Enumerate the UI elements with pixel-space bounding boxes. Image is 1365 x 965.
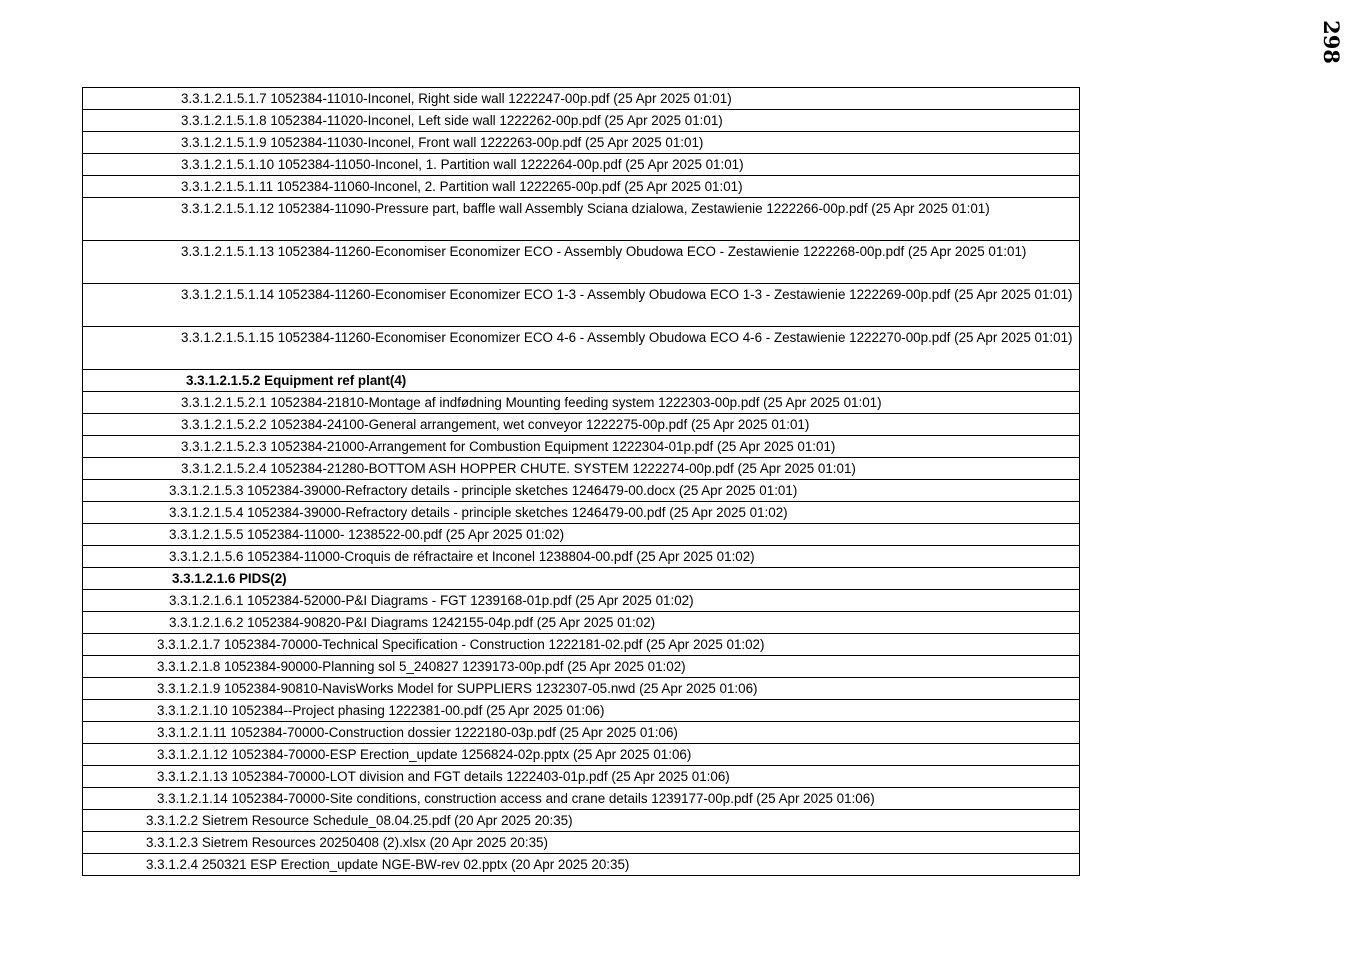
file-entry: 3.3.1.2.1.14 1052384-70000-Site conditions, construction access and crane details 1239177-00p.pdf (25 Apr 2025 01:06): [157, 791, 875, 806]
file-entry: 3.3.1.2.1.5.1.9 1052384-11030-Inconel, Front wall 1222263-00p.pdf (25 Apr 2025 01:01): [181, 135, 704, 150]
table-cell: [83, 132, 1080, 154]
table-cell: [83, 436, 1080, 458]
table-row: [83, 766, 1080, 788]
file-entry: 3.3.1.2.1.5.1.11 1052384-11060-Inconel, 2. Partition wall 1222265-00p.pdf (25 Apr 2025 01:01): [181, 179, 743, 194]
table-cell: [83, 176, 1080, 198]
file-entry: 3.3.1.2.1.5.1.8 1052384-11020-Inconel, Left side wall 1222262-00p.pdf (25 Apr 2025 01:01): [181, 113, 723, 128]
file-entry: 3.3.1.2.3 Sietrem Resources 20250408 (2).xlsx (20 Apr 2025 20:35): [146, 835, 548, 850]
table-cell: [83, 327, 1080, 370]
table-cell: [83, 110, 1080, 132]
table-row: [83, 198, 1080, 241]
table-row: [83, 568, 1080, 590]
table-cell: [83, 458, 1080, 480]
file-entry: 3.3.1.2.1.7 1052384-70000-Technical Specification - Construction 1222181-02.pdf (25 Apr 2025 01:02): [157, 637, 765, 652]
file-entry: 3.3.1.2.1.9 1052384-90810-NavisWorks Model for SUPPLIERS 1232307-05.nwd (25 Apr 2025 01:06): [157, 681, 758, 696]
table-row: [83, 502, 1080, 524]
section-heading: 3.3.1.2.1.5.2 Equipment ref plant(4): [186, 373, 407, 388]
table-cell: [83, 284, 1080, 327]
file-entry: 3.3.1.2.1.8 1052384-90000-Planning sol 5_240827 1239173-00p.pdf (25 Apr 2025 01:02): [157, 659, 686, 674]
table-row: [83, 744, 1080, 766]
file-entry: 3.3.1.2.1.12 1052384-70000-ESP Erection_update 1256824-02p.pptx (25 Apr 2025 01:06): [157, 747, 692, 762]
file-entry: 3.3.1.2.1.5.1.14 1052384-11260-Economiser Economizer ECO 1-3 - Assembly Obudowa ECO 1-3 - Zestawienie 1222269-00p.pdf (25 Apr 2025 01:01): [181, 287, 1073, 302]
table-cell: [83, 656, 1080, 678]
table-row: [83, 154, 1080, 176]
document-listing-table: [82, 87, 1080, 876]
table-cell: [83, 634, 1080, 656]
table-row: [83, 678, 1080, 700]
table-row: [83, 590, 1080, 612]
table-row: [83, 370, 1080, 392]
file-entry: 3.3.1.2.1.5.2.1 1052384-21810-Montage af indfødning Mounting feeding system 1222303-00p.pdf (25 Apr 2025 01:01): [181, 395, 882, 410]
file-entry: 3.3.1.2.4 250321 ESP Erection_update NGE-BW-rev 02.pptx (20 Apr 2025 20:35): [146, 857, 630, 872]
file-entry: 3.3.1.2.1.5.2.4 1052384-21280-BOTTOM ASH HOPPER CHUTE. SYSTEM 1222274-00p.pdf (25 Apr 2025 01:01): [181, 461, 856, 476]
table-cell: [83, 700, 1080, 722]
table-row: [83, 284, 1080, 327]
file-entry: 3.3.1.2.1.13 1052384-70000-LOT division and FGT details 1222403-01p.pdf (25 Apr 2025 01:06): [157, 769, 730, 784]
file-entry: 3.3.1.2.1.5.1.12 1052384-11090-Pressure part, baffle wall Assembly Sciana dzialowa, Zestawienie 1222266-00p.pdf (25 Apr 2025 01:01): [181, 201, 990, 216]
table-cell: [83, 392, 1080, 414]
table-row: [83, 88, 1080, 110]
table-row: [83, 788, 1080, 810]
table-row: [83, 436, 1080, 458]
table-cell: [83, 590, 1080, 612]
table-cell: [83, 154, 1080, 176]
table-row: [83, 810, 1080, 832]
table-row: [83, 700, 1080, 722]
file-entry: 3.3.1.2.1.5.5 1052384-11000- 1238522-00.pdf (25 Apr 2025 01:02): [169, 527, 565, 542]
table-cell: [83, 198, 1080, 241]
table-cell: [83, 766, 1080, 788]
table-cell: [83, 370, 1080, 392]
table-row: [83, 524, 1080, 546]
file-entry: 3.3.1.2.1.5.1.10 1052384-11050-Inconel, 1. Partition wall 1222264-00p.pdf (25 Apr 2025 01:01): [181, 157, 744, 172]
table-row: [83, 612, 1080, 634]
table-row: [83, 327, 1080, 370]
table-cell: [83, 854, 1080, 876]
table-cell: [83, 612, 1080, 634]
table-cell: [83, 744, 1080, 766]
file-entry: 3.3.1.2.1.5.1.13 1052384-11260-Economiser Economizer ECO - Assembly Obudowa ECO - Zestawienie 1222268-00p.pdf (25 Apr 2025 01:01): [181, 244, 1027, 259]
file-entry: 3.3.1.2.1.5.4 1052384-39000-Refractory details - principle sketches 1246479-00.pdf (25 Apr 2025 01:02): [169, 505, 788, 520]
table-row: [83, 110, 1080, 132]
table-cell: [83, 88, 1080, 110]
table-cell: [83, 480, 1080, 502]
table-cell: [83, 678, 1080, 700]
page-number: 298: [1319, 20, 1345, 64]
file-entry: 3.3.1.2.1.5.6 1052384-11000-Croquis de réfractaire et Inconel 1238804-00.pdf (25 Apr 2025 01:02): [169, 549, 755, 564]
section-heading: 3.3.1.2.1.6 PIDS(2): [172, 571, 287, 586]
table-row: [83, 854, 1080, 876]
table-row: [83, 176, 1080, 198]
table-cell: [83, 832, 1080, 854]
table-cell: [83, 546, 1080, 568]
table-cell: [83, 788, 1080, 810]
table-cell: [83, 524, 1080, 546]
table-row: [83, 392, 1080, 414]
table-row: [83, 656, 1080, 678]
table-row: [83, 458, 1080, 480]
file-entry: 3.3.1.2.1.10 1052384--Project phasing 1222381-00.pdf (25 Apr 2025 01:06): [157, 703, 605, 718]
table-row: [83, 722, 1080, 744]
table-cell: [83, 810, 1080, 832]
table-row: [83, 241, 1080, 284]
table-row: [83, 634, 1080, 656]
file-entry: 3.3.1.2.1.5.2.2 1052384-24100-General arrangement, wet conveyor 1222275-00p.pdf (25 Apr 2025 01:01): [181, 417, 810, 432]
file-entry: 3.3.1.2.1.6.1 1052384-52000-P&I Diagrams - FGT 1239168-01p.pdf (25 Apr 2025 01:02): [169, 593, 694, 608]
table-row: [83, 132, 1080, 154]
table-row: [83, 414, 1080, 436]
table-cell: [83, 568, 1080, 590]
file-entry: 3.3.1.2.1.5.1.15 1052384-11260-Economiser Economizer ECO 4-6 - Assembly Obudowa ECO 4-6 - Zestawienie 1222270-00p.pdf (25 Apr 2025 01:01): [181, 330, 1073, 345]
file-entry: 3.3.1.2.1.5.2.3 1052384-21000-Arrangement for Combustion Equipment 1222304-01p.pdf (25 Apr 2025 01:01): [181, 439, 836, 454]
table-cell: [83, 241, 1080, 284]
file-entry: 3.3.1.2.1.5.3 1052384-39000-Refractory details - principle sketches 1246479-00.docx (25 Apr 2025 01:01): [169, 483, 798, 498]
table-row: [83, 480, 1080, 502]
file-entry: 3.3.1.2.1.6.2 1052384-90820-P&I Diagrams 1242155-04p.pdf (25 Apr 2025 01:02): [169, 615, 656, 630]
table-cell: [83, 502, 1080, 524]
file-entry: 3.3.1.2.1.5.1.7 1052384-11010-Inconel, Right side wall 1222247-00p.pdf (25 Apr 2025 01:01): [181, 91, 732, 106]
file-entry: 3.3.1.2.2 Sietrem Resource Schedule_08.04.25.pdf (20 Apr 2025 20:35): [146, 813, 573, 828]
table-row: [83, 546, 1080, 568]
table-row: [83, 832, 1080, 854]
file-entry: 3.3.1.2.1.11 1052384-70000-Construction dossier 1222180-03p.pdf (25 Apr 2025 01:06): [157, 725, 678, 740]
table-cell: [83, 414, 1080, 436]
table-cell: [83, 722, 1080, 744]
